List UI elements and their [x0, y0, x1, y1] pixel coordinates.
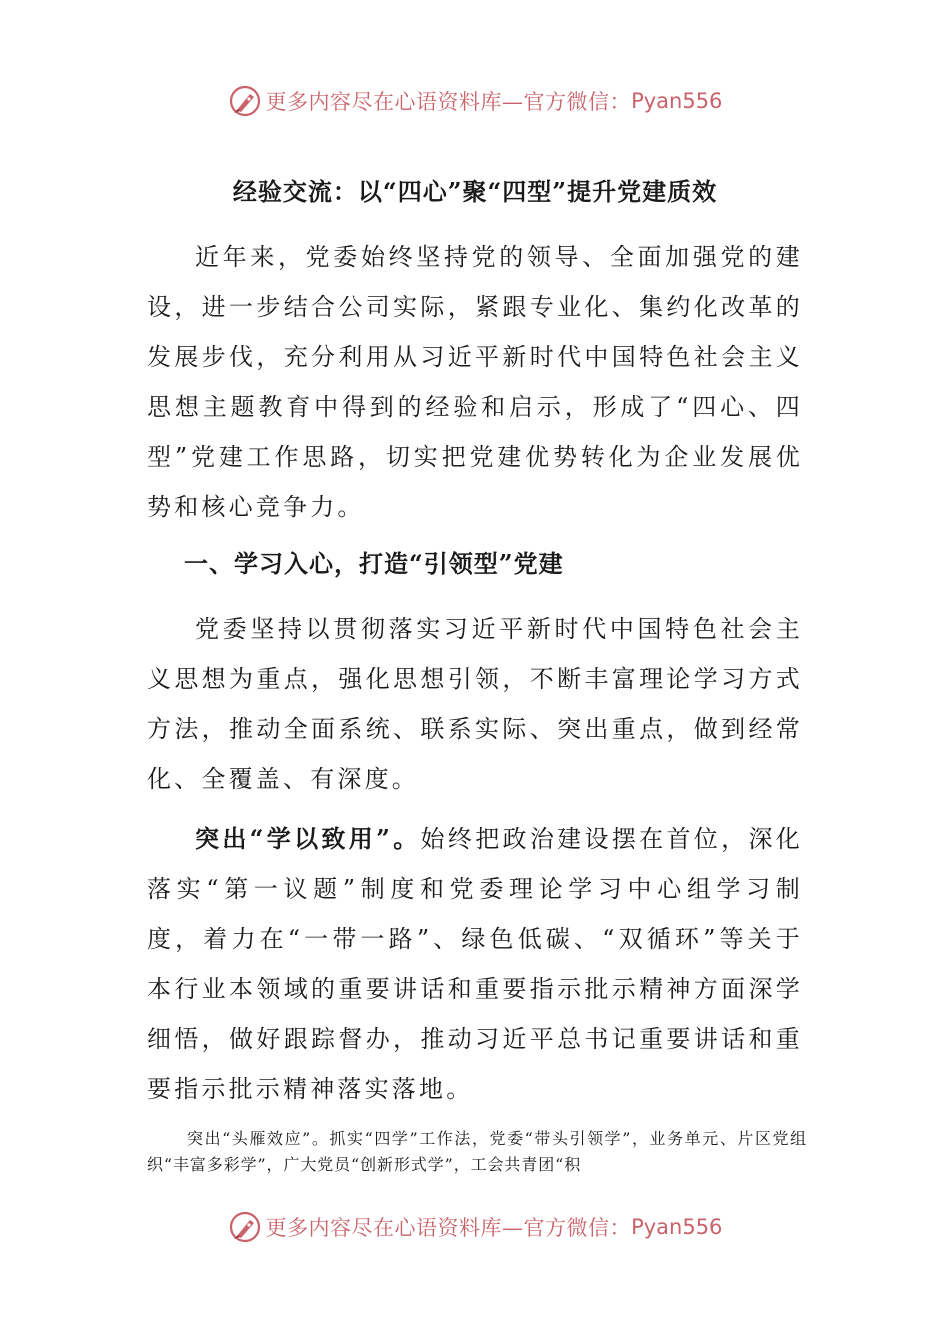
document-title: 经验交流：以“四心”聚“四型”提升党建质效: [232, 177, 718, 206]
small-print-paragraph: 突出“头雁效应”。抓实“四学”工作法，党委“带头引领学”，业务单元、片区党组织“丰富多彩学”，广大党员“创新形式学”，工会共青团“积: [147, 1129, 807, 1174]
banner-text: 更多内容尽在心语资料库—官方微信：: [265, 90, 632, 114]
intro-paragraph: 近年来，党委始终坚持党的领导、全面加强党的建设，进一步结合公司实际，紧跟专业化、集约化改革的发展步伐，充分利用从习近平新时代中国特色社会主义思想主题教育中得到的经验和启示，形成了“四心、四型”党建工作思路，切实把党建优势转化为企业发展优势和核心竞争力。: [147, 243, 803, 521]
point-lead-text: 突出“学以致用”。: [195, 824, 421, 853]
section-heading: 一、学习入心，打造“引领型”党建: [184, 549, 564, 578]
point-paragraph: [147, 814, 803, 1114]
section-body-paragraph: 党委坚持以贯彻落实习近平新时代中国特色社会主义思想为重点，强化思想引领，不断丰富理论学习方式方法，推动全面系统、联系实际、突出重点，做到经常化、全覆盖、有深度。: [147, 615, 803, 793]
banner-text: 更多内容尽在心语资料库—官方微信：: [265, 1216, 632, 1240]
footer-watermark-banner: [0, 1210, 950, 1244]
header-watermark-banner: [0, 84, 950, 118]
banner-wechat-id: Pyan556: [631, 89, 723, 113]
point-body-text: 始终把政治建设摆在首位，深化落实“第一议题”制度和党委理论学习中心组学习制度，着力在“一带一路”、绿色低碳、“双循环”等关于本行业本领域的重要讲话和重要指示批示精神方面深学细悟，做好跟踪督办，推动习近平总书记重要讲话和重要指示批示精神落实落地。: [147, 825, 803, 1103]
pen-nib-logo-icon: [228, 1210, 262, 1244]
banner-wechat-id: Pyan556: [631, 1215, 723, 1239]
pen-nib-logo-icon: [228, 84, 262, 118]
